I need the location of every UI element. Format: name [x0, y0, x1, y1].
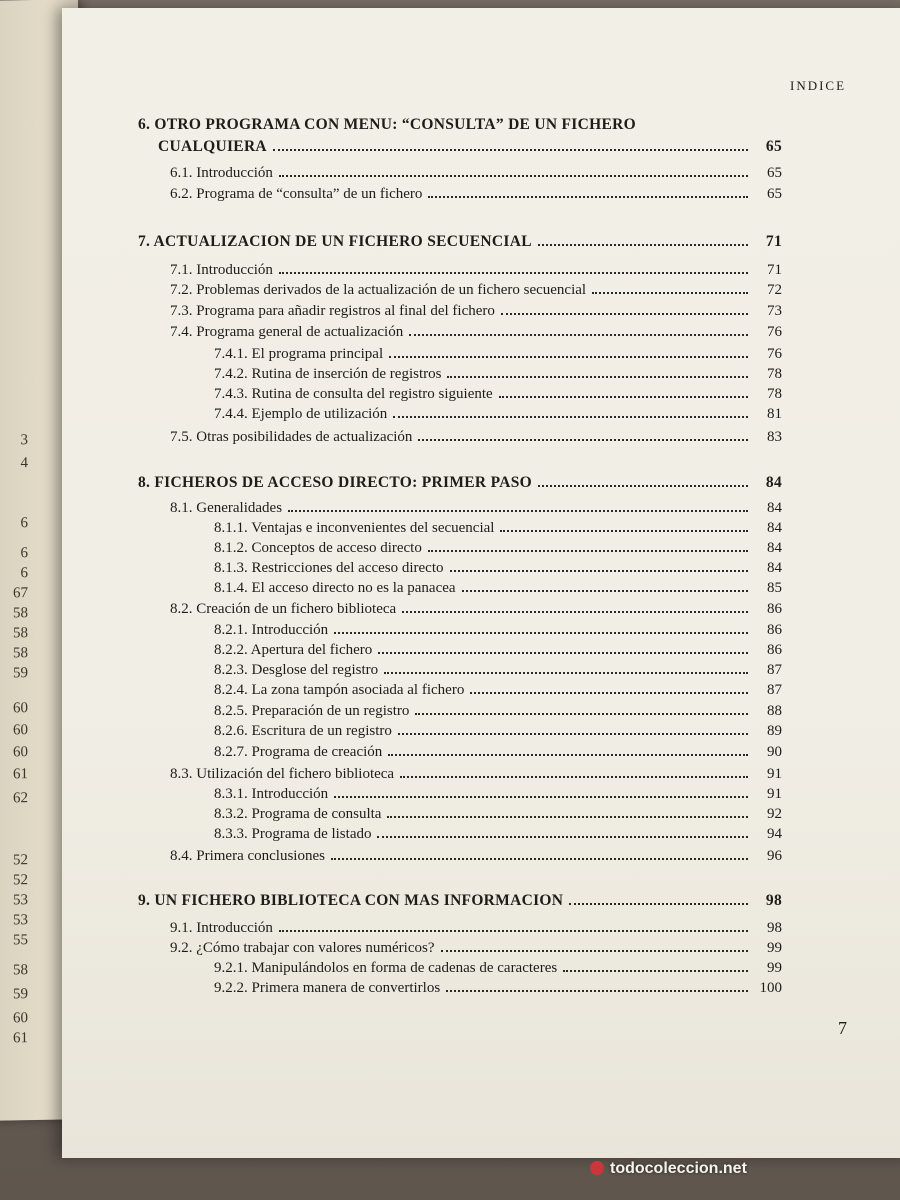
toc-entry-title: 8. FICHEROS DE ACCESO DIRECTO: PRIMER PASO [138, 474, 532, 491]
toc-entry-title: 7.5. Otras posibilidades de actualización [170, 429, 413, 445]
toc-entry-page: 83 [767, 429, 782, 445]
toc-entry-page: 65 [765, 138, 782, 155]
toc-entry-title: 7.4.4. Ejemplo de utilización [214, 406, 388, 422]
left-page-number: 6 [20, 565, 28, 582]
toc-entry-title: 8.4. Primera conclusiones [170, 848, 325, 864]
toc-leader-dots [334, 795, 748, 798]
toc-entry-page: 86 [767, 642, 782, 658]
toc-entry-title: 8.1.2. Conceptos de acceso directo [214, 540, 422, 556]
toc-entry-row [214, 744, 782, 761]
toc-entry-title: 8.3.1. Introducción [214, 786, 329, 802]
watermark-logo-icon [590, 1161, 604, 1175]
toc-entry-title: 7. ACTUALIZACION DE UN FICHERO SECUENCIAL [138, 233, 532, 250]
toc-entry-title: 8.1.1. Ventajas e inconvenientes del secuencial [214, 520, 495, 536]
left-page-number: 58 [13, 625, 28, 642]
toc-leader-dots [288, 509, 748, 512]
toc-entry-title: 8.2.7. Programa de creación [214, 744, 383, 760]
toc-leader-dots [273, 148, 748, 151]
toc-entry-row [170, 601, 782, 618]
toc-leader-dots [388, 753, 748, 756]
toc-entry-title: 7.3. Programa para añadir registros al final del fichero [170, 303, 495, 319]
left-page-number: 52 [13, 852, 28, 869]
left-page-number: 60 [13, 744, 28, 761]
left-page-number: 6 [20, 515, 28, 532]
left-page-number: 59 [13, 986, 28, 1003]
toc-leader-dots [499, 395, 748, 398]
left-page-number: 55 [13, 932, 28, 949]
toc-leader-dots [592, 291, 748, 294]
toc-leader-dots [378, 651, 748, 654]
toc-entry-page: 84 [767, 520, 782, 536]
toc-entry-page: 99 [767, 940, 782, 956]
toc-leader-dots [393, 415, 748, 418]
left-page-number: 58 [13, 605, 28, 622]
toc-entry-page: 81 [767, 406, 782, 422]
left-page-number: 60 [13, 700, 28, 717]
toc-leader-dots [538, 243, 748, 246]
toc-leader-dots [450, 569, 749, 572]
toc-entry-row [170, 303, 782, 320]
left-page-number: 6 [20, 545, 28, 562]
toc-entry-page: 86 [767, 601, 782, 617]
toc-entry-page: 84 [767, 560, 782, 576]
toc-entry-title: 7.1. Introducción [170, 262, 273, 278]
toc-entry-title: 8.2.2. Apertura del fichero [214, 642, 373, 658]
left-page-number: 61 [13, 1030, 28, 1047]
left-page-number: 60 [13, 722, 28, 739]
toc-entry-page: 71 [765, 233, 782, 250]
toc-entry-title: 8.2.5. Preparación de un registro [214, 703, 410, 719]
toc-entry-title: 8.1.3. Restricciones del acceso directo [214, 560, 444, 576]
toc-entry-title: 8.2.4. La zona tampón asociada al fichero [214, 682, 465, 698]
toc-entry-page: 91 [767, 786, 782, 802]
toc-entry-title: 8.1. Generalidades [170, 500, 283, 516]
toc-entry-title: 9.2.1. Manipulándolos en forma de cadenas de caracteres [214, 960, 558, 976]
toc-entry-row [170, 324, 782, 341]
toc-entry-row [170, 186, 782, 203]
toc-entry-page: 65 [767, 165, 782, 181]
toc-leader-dots [501, 312, 748, 315]
left-page-number: 61 [13, 766, 28, 783]
toc-entry-page: 78 [767, 386, 782, 402]
toc-entry-page: 86 [767, 622, 782, 638]
toc-entry-page: 76 [767, 324, 782, 340]
toc-entry-row [214, 642, 782, 659]
toc-entry-title: 8.3.2. Programa de consulta [214, 806, 382, 822]
toc-chapter-row [158, 138, 782, 156]
toc-entry-title: 8.2. Creación de un fichero biblioteca [170, 601, 397, 617]
toc-entry-title: 8.2.3. Desglose del registro [214, 662, 379, 678]
watermark [590, 1160, 747, 1178]
toc-entry-row [170, 940, 782, 957]
toc-entry-page: 72 [767, 282, 782, 298]
book-page [62, 8, 900, 1158]
toc-entry-row [214, 366, 782, 383]
toc-entry-row [170, 500, 782, 517]
toc-leader-dots [279, 174, 748, 177]
toc-entry-title: 9.2. ¿Cómo trabajar con valores numéricos? [170, 940, 435, 956]
toc-entry-row [214, 540, 782, 557]
toc-leader-dots [402, 610, 748, 613]
toc-leader-dots [428, 195, 748, 198]
toc-leader-dots [377, 835, 748, 838]
toc-leader-dots [418, 438, 748, 441]
left-page-number: 60 [13, 1010, 28, 1027]
toc-entry-row [214, 723, 782, 740]
toc-leader-dots [334, 631, 748, 634]
toc-leader-dots [569, 902, 748, 905]
toc-entry-title: 7.2. Problemas derivados de la actualización de un fichero secuencial [170, 282, 587, 298]
toc-entry-title: 9. UN FICHERO BIBLIOTECA CON MAS INFORMACION [138, 892, 564, 909]
toc-entry-title: 9.2.2. Primera manera de convertirlos [214, 980, 441, 996]
toc-leader-dots [447, 375, 748, 378]
toc-entry-row [214, 960, 782, 977]
toc-entry-page: 92 [767, 806, 782, 822]
left-page-number: 4 [20, 455, 28, 472]
left-page-number: 3 [20, 432, 28, 449]
toc-entry-row [214, 826, 782, 843]
toc-leader-dots [500, 529, 748, 532]
toc-entry-row [214, 520, 782, 537]
toc-entry-title: 8.3. Utilización del fichero biblioteca [170, 766, 395, 782]
left-page-number: 58 [13, 962, 28, 979]
toc-entry-title: 7.4. Programa general de actualización [170, 324, 404, 340]
toc-entry-row [214, 346, 782, 363]
toc-chapter-row [138, 474, 782, 492]
toc-entry-title: 9.1. Introducción [170, 920, 273, 936]
left-page-number: 52 [13, 872, 28, 889]
toc-leader-dots [470, 691, 748, 694]
toc-leader-dots [446, 989, 748, 992]
toc-entry-page: 87 [767, 682, 782, 698]
toc-entry-page: 73 [767, 303, 782, 319]
toc-entry-row [214, 662, 782, 679]
toc-leader-dots [409, 333, 748, 336]
toc-entry-title: 7.4.2. Rutina de inserción de registros [214, 366, 442, 382]
toc-entry-row [214, 703, 782, 720]
toc-entry-page: 100 [759, 980, 782, 996]
toc-entry-page: 89 [767, 723, 782, 739]
toc-entry-page: 91 [767, 766, 782, 782]
toc-entry-page: 88 [767, 703, 782, 719]
toc-entry-row [170, 429, 782, 446]
toc-leader-dots [415, 712, 748, 715]
page-header: INDICE [790, 78, 847, 93]
page-number: 7 [838, 1018, 847, 1038]
toc-entry-page: 78 [767, 366, 782, 382]
toc-entry-page: 87 [767, 662, 782, 678]
toc-entry-row [170, 165, 782, 182]
toc-entry-row [214, 386, 782, 403]
toc-entry-page: 98 [767, 920, 782, 936]
toc-entry-row [170, 282, 782, 299]
toc-entry-row [214, 622, 782, 639]
toc-entry-title: 8.1.4. El acceso directo no es la panacea [214, 580, 456, 596]
toc-leader-dots [279, 271, 748, 274]
toc-entry-page: 76 [767, 346, 782, 362]
toc-leader-dots [389, 355, 748, 358]
toc-entry-row [214, 682, 782, 699]
toc-entry-page: 99 [767, 960, 782, 976]
toc-entry-row [170, 848, 782, 865]
toc-leader-dots [441, 949, 749, 952]
toc-entry-page: 71 [767, 262, 782, 278]
toc-leader-dots [563, 969, 748, 972]
toc-entry-title: 6.2. Programa de “consulta” de un fichero [170, 186, 423, 202]
left-page-number: 53 [13, 892, 28, 909]
toc-chapter-row [138, 116, 782, 134]
toc-entry-page: 96 [767, 848, 782, 864]
toc-leader-dots [538, 484, 748, 487]
toc-leader-dots [398, 732, 748, 735]
toc-entry-page: 84 [767, 500, 782, 516]
toc-entry-title: 8.3.3. Programa de listado [214, 826, 372, 842]
toc-entry-row [170, 920, 782, 937]
toc-entry-page: 94 [767, 826, 782, 842]
watermark-text: todocoleccion.net [610, 1160, 747, 1177]
toc-entry-page: 85 [767, 580, 782, 596]
toc-entry-page: 84 [767, 540, 782, 556]
toc-leader-dots [384, 671, 748, 674]
toc-chapter-row [138, 892, 782, 910]
toc-leader-dots [279, 929, 748, 932]
toc-entry-row [214, 580, 782, 597]
left-page-number: 59 [13, 665, 28, 682]
toc-chapter-row [138, 233, 782, 251]
toc-entry-page: 65 [767, 186, 782, 202]
toc-entry-title: CUALQUIERA [158, 138, 267, 155]
toc-entry-row [214, 806, 782, 823]
toc-entry-title: 6. OTRO PROGRAMA CON MENU: “CONSULTA” DE UN FICHERO [138, 116, 636, 133]
left-page-number: 53 [13, 912, 28, 929]
toc-entry-title: 8.2.6. Escritura de un registro [214, 723, 392, 739]
toc-entry-page: 90 [767, 744, 782, 760]
toc-entry-title: 6.1. Introducción [170, 165, 273, 181]
toc-entry-title: 8.2.1. Introducción [214, 622, 329, 638]
toc-entry-title: 7.4.3. Rutina de consulta del registro siguiente [214, 386, 493, 402]
toc-entry-row [214, 786, 782, 803]
toc-leader-dots [387, 815, 748, 818]
toc-entry-row [170, 766, 782, 783]
toc-entry-row [214, 980, 782, 997]
toc-leader-dots [400, 775, 748, 778]
toc-leader-dots [428, 549, 748, 552]
toc-leader-dots [462, 589, 748, 592]
toc-entry-title: 7.4.1. El programa principal [214, 346, 384, 362]
toc-leader-dots [331, 857, 748, 860]
left-page-number: 58 [13, 645, 28, 662]
toc-entry-row [170, 262, 782, 279]
toc-entry-row [214, 560, 782, 577]
left-page-number: 67 [13, 585, 28, 602]
toc-entry-page: 84 [765, 474, 782, 491]
left-page-number: 62 [13, 790, 28, 807]
toc-entry-page: 98 [765, 892, 782, 909]
toc-entry-row [214, 406, 782, 423]
